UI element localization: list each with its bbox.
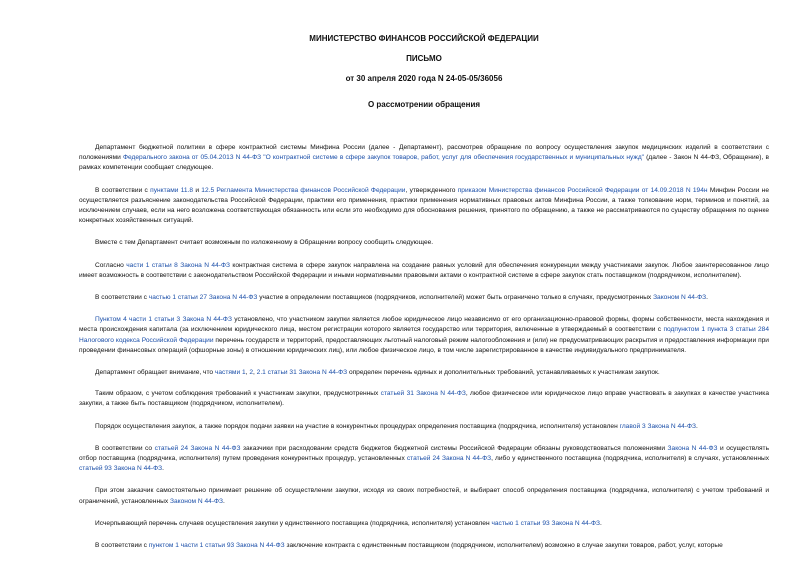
- law-reference-link[interactable]: 12.5 Регламента Министерства финансов Российской Федерации: [201, 186, 406, 194]
- law-reference-link[interactable]: 2: [249, 369, 253, 377]
- paragraph: [79, 315, 769, 356]
- paragraph-text: Департамент обращает внимание, что: [95, 369, 215, 377]
- paragraph: [79, 541, 769, 551]
- paragraph-text: и: [193, 186, 202, 194]
- paragraph-text: определен перечень единых и дополнительных требований, устанавливаемых к участникам закупок.: [347, 369, 660, 377]
- paragraph-text: ,: [245, 369, 250, 377]
- paragraph-text: В соответствии со: [95, 444, 155, 452]
- law-reference-link[interactable]: частью 1 статьи 93 Закона N 44-ФЗ: [491, 519, 601, 527]
- paragraph: [79, 143, 769, 174]
- paragraph-text: Минфин России не осуществляется разъяснение законодательства Российской Федерации, практики его применения, практики применения нормативных правовых актов Минфина России, а также толкование норм, терминов и понятий, за исключением случаев, если на него возложена соответствующая обязанность или если это необходимо для обоснования решения, принятого по обращению, а также не рассматриваются по существу обращения по оценке конкретных хозяйственных ситуаций.: [79, 186, 769, 225]
- paragraph: [79, 293, 769, 303]
- paragraph-text: участие в определении поставщиков (подрядчиков, исполнителей) может быть ограничено только в случаях, предусмотренных: [257, 294, 654, 302]
- paragraph-text: .: [696, 422, 698, 430]
- document-body: [79, 143, 769, 551]
- paragraph-text: , любое физическое или юридическое лицо вправе участвовать в закупках в качестве участника закупки, а также быть поставщиком (подрядчиком, исполнителем).: [79, 390, 769, 408]
- paragraph: [79, 486, 769, 506]
- paragraph-text: .: [223, 497, 225, 505]
- law-reference-link[interactable]: Пунктом 4 части 1 статьи 3 Закона N 44-ФЗ: [95, 316, 232, 324]
- ministry-heading: МИНИСТЕРСТВО ФИНАНСОВ РОССИЙСКОЙ ФЕДЕРАЦИИ: [309, 34, 539, 43]
- law-reference-link[interactable]: частью 1 статьи 27 Закона N 44-ФЗ: [148, 294, 258, 302]
- law-reference-link[interactable]: пунктами 11.8: [150, 186, 194, 194]
- paragraph-text: В соответствии с: [95, 294, 149, 302]
- paragraph: [79, 261, 769, 281]
- paragraph-text: .: [162, 465, 164, 473]
- law-reference-link[interactable]: части 1 статьи 8 Закона N 44-ФЗ: [126, 261, 230, 269]
- law-reference-link[interactable]: частями 1: [214, 369, 246, 377]
- law-reference-link[interactable]: статьей 31 Закона N 44-ФЗ: [380, 390, 466, 398]
- paragraph: [79, 519, 769, 529]
- law-reference-link[interactable]: подпунктом 1 пункта 3 статьи 284 Налогового кодекса Российской Федерации: [79, 326, 769, 344]
- paragraph-text: ,: [253, 369, 257, 377]
- law-reference-link[interactable]: Законом N 44-ФЗ: [653, 294, 707, 302]
- paragraph-text: (далее - Закон N 44-ФЗ, Обращение), в рамках компетенции сообщает следующее.: [79, 154, 769, 172]
- paragraph-text: В соответствии с: [95, 542, 149, 550]
- law-reference-link[interactable]: 2.1 статьи 31 Закона N 44-ФЗ: [256, 369, 348, 377]
- document-subject: О рассмотрении обращения: [367, 100, 481, 109]
- paragraph-text: и осуществлять отбор поставщика (подрядчика, исполнителя) путем проведения конкурентных процедур, установленных: [79, 444, 770, 463]
- document-page: [79, 34, 769, 551]
- law-reference-link[interactable]: приказом Министерства финансов Российской Федерации от 14.09.2018 N 194н: [457, 186, 708, 194]
- paragraph: [79, 368, 769, 378]
- paragraph-text: Вместе с тем Департамент считает возможным по изложенному в Обращении вопросу сообщить следующее.: [95, 239, 434, 247]
- paragraph-text: В соответствии с: [95, 186, 151, 194]
- paragraph-text: установлено, что участником закупки является любое юридическое лицо независимо от его организационно-правовой формы, формы собственности, места нахождения и места происхождения капитала (за исключением юридического лица, местом регистрации которого является государство или территория, включенные в утверждаемый в соответствии с: [79, 316, 769, 334]
- paragraph: [79, 238, 769, 248]
- paragraph: [79, 444, 769, 475]
- paragraph-text: Порядок осуществления закупок, а также порядок подачи заявки на участие в конкурентных процедурах определения поставщика (подрядчика, исполнителя) установлен: [95, 422, 620, 430]
- law-reference-link[interactable]: Закона N 44-ФЗ: [667, 444, 718, 452]
- paragraph: [79, 422, 769, 432]
- law-reference-link[interactable]: пунктом 1 части 1 статьи 93 Закона N 44-ФЗ: [148, 542, 285, 550]
- law-reference-link[interactable]: статьей 93 Закона N 44-ФЗ: [79, 465, 163, 473]
- paragraph-text: заключение контракта с единственным поставщиком (подрядчиком, исполнителем) возможно в случае закупки товаров, работ, услуг, которые: [284, 542, 723, 550]
- paragraph-text: перечень государств и территорий, предоставляющих льготный налоговый режим налогообложения и (или) не предусматривающих раскрытия и предоставления информации при проведении финансовых операций (офшорные зоны) в отношении юридических лиц), или любое физическое лицо, в том числе зарегистрированное в качестве индивидуального предпринимателя.: [79, 336, 769, 354]
- paragraph-text: контрактная система в сфере закупок направлена на создание равных условий для обеспечения конкуренции между участниками закупок. Любое заинтересованное лицо имеет возможность в соответствии с законодательством Российской Федерации и иными нормативными правовыми актами о контрактной системе в сфере закупок стать поставщиком (подрядчиком, исполнителем).: [79, 261, 769, 279]
- paragraph-text: , либо у единственного поставщика (подрядчика, исполнителя) в случаях, установленных: [491, 455, 770, 463]
- paragraph-text: Таким образом, с учетом соблюдения требований к участникам закупки, предусмотренных: [95, 390, 381, 398]
- paragraph: [79, 186, 769, 227]
- paragraph: [79, 389, 769, 409]
- law-reference-link[interactable]: статьей 24 Закона N 44-ФЗ: [154, 444, 241, 452]
- paragraph-text: .: [600, 519, 602, 527]
- paragraph-text: Департамент бюджетной политики в сфере контрактной системы Минфина России (далее - Департамент), рассмотрев обращение по вопросу осуществления закупок медицинских изделий в соответствии с положениями: [79, 144, 769, 162]
- law-reference-link[interactable]: Законом N 44-ФЗ: [169, 497, 224, 505]
- law-reference-link[interactable]: Федерального закона от 05.04.2013 N 44-ФЗ "О контрактной системе в сфере закупок товаров, работ, услуг для обеспечения государственных и муниципальных нужд": [122, 154, 645, 162]
- law-reference-link[interactable]: статьей 24 Закона N 44-ФЗ: [406, 455, 492, 463]
- paragraph-text: Исчерпывающий перечень случаев осуществления закупки у единственного поставщика (подрядчика, исполнителя) установлен: [95, 519, 492, 527]
- paragraph-text: заказчики при расходовании средств бюджетов бюджетной системы Российской Федерации обязаны руководствоваться положениями: [240, 444, 668, 452]
- paragraph-text: , утвержденного: [405, 186, 458, 194]
- document-type-heading: ПИСЬМО: [406, 54, 442, 63]
- paragraph-text: При этом заказчик самостоятельно принимает решение об осуществлении закупки, исходя из своих потребностей, и выбирает способ определения поставщика (подрядчика, исполнителя) с учетом требований и ограничений, установленных: [79, 487, 769, 505]
- paragraph-text: .: [706, 294, 708, 302]
- document-date-number: от 30 апреля 2020 года N 24-05-05/36056: [345, 74, 503, 83]
- paragraph-text: Согласно: [95, 261, 127, 269]
- law-reference-link[interactable]: главой 3 Закона N 44-ФЗ: [619, 422, 696, 430]
